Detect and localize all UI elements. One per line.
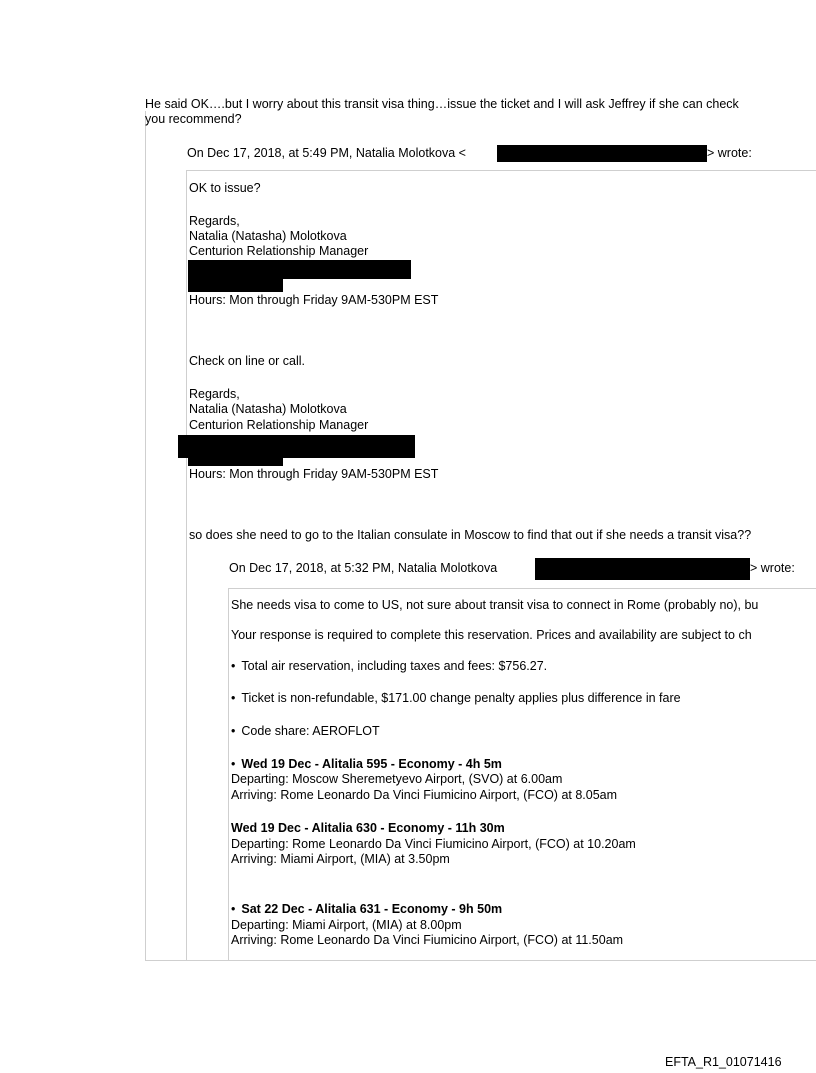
flight-2-title-text: Wed 19 Dec - Alitalia 630 - Economy - 11h 30m — [231, 821, 505, 835]
intro-line-1: He said OK….but I worry about this transit visa thing…issue the ticket and I will ask Jeffrey if she can check — [145, 97, 739, 111]
redacted-contact-1b — [188, 279, 283, 292]
intro-line-2: you recommend? — [145, 112, 242, 126]
bullet-total-text: Total air reservation, including taxes and fees: $756.27. — [241, 659, 548, 673]
quote2-left-border — [228, 588, 229, 960]
flight-3-arriving: Arriving: Rome Leonardo Da Vinci Fiumicino Airport, (FCO) at 11.50am — [231, 933, 624, 947]
quote1-left-border — [186, 170, 187, 960]
bullet-total — [231, 659, 547, 674]
redacted-contact-2a — [178, 435, 415, 458]
sig1-title: Centurion Relationship Manager — [189, 244, 369, 258]
check-online: Check on line or call. — [189, 354, 306, 368]
flight-3-departing: Departing: Miami Airport, (MIA) at 8.00pm — [231, 918, 462, 932]
sig1-regards: Regards, — [189, 214, 240, 228]
bullet-codeshare — [231, 724, 380, 739]
sig2-title: Centurion Relationship Manager — [189, 418, 369, 432]
bullet-ticket — [231, 691, 681, 706]
document-id: EFTA_R1_01071416 — [665, 1055, 782, 1069]
redacted-contact-1a — [188, 260, 411, 279]
flight-1-title — [231, 757, 502, 772]
visa-note: She needs visa to come to US, not sure about transit visa to connect in Rome (probably no), bu — [231, 598, 759, 612]
quote1-top-border — [186, 170, 816, 171]
quote2-header-suffix: > wrote: — [750, 561, 795, 575]
ok-to-issue: OK to issue? — [189, 181, 261, 195]
bullet-codeshare-text: Code share: AEROFLOT — [241, 724, 380, 738]
response-required: Your response is required to complete this reservation. Prices and availability are subject to ch — [231, 628, 752, 642]
flight-3-title — [231, 902, 502, 917]
quote1-header-suffix: > wrote: — [707, 146, 752, 160]
bullet-dot: • — [231, 691, 236, 705]
bullet-ticket-text: Ticket is non-refundable, $171.00 change penalty applies plus difference in fare — [241, 691, 681, 705]
sig2-hours: Hours: Mon through Friday 9AM-530PM EST — [189, 467, 439, 481]
sig1-hours: Hours: Mon through Friday 9AM-530PM EST — [189, 293, 439, 307]
flight-1-title-text: Wed 19 Dec - Alitalia 595 - Economy - 4h 5m — [241, 757, 502, 771]
flight-1-departing: Departing: Moscow Sheremetyevo Airport, (SVO) at 6.00am — [231, 772, 563, 786]
quote2-header-prefix: On Dec 17, 2018, at 5:32 PM, Natalia Molotkova — [229, 561, 498, 575]
flight-1-arriving: Arriving: Rome Leonardo Da Vinci Fiumicino Airport, (FCO) at 8.05am — [231, 788, 618, 802]
redacted-email-2 — [535, 558, 750, 580]
flight-2-title — [231, 821, 505, 836]
quote2-top-border — [228, 588, 816, 589]
transit-visa-question: so does she need to go to the Italian consulate in Moscow to find that out if she needs a transit visa?? — [189, 528, 752, 542]
quote1-header-prefix: On Dec 17, 2018, at 5:49 PM, Natalia Molotkova < — [187, 146, 466, 160]
redacted-email — [497, 145, 707, 162]
sig2-regards: Regards, — [189, 387, 240, 401]
sig2-name: Natalia (Natasha) Molotkova — [189, 402, 347, 416]
outer-quote-border — [145, 111, 146, 960]
bullet-dot: • — [231, 724, 236, 738]
flight-2-arriving: Arriving: Miami Airport, (MIA) at 3.50pm — [231, 852, 450, 866]
outer-quote-bottom-border — [145, 960, 816, 961]
bullet-dot: • — [231, 659, 236, 673]
redacted-contact-2b — [188, 458, 283, 466]
bullet-dot: • — [231, 757, 236, 771]
bullet-dot: • — [231, 902, 236, 916]
quote1-header — [187, 146, 466, 161]
sig1-name: Natalia (Natasha) Molotkova — [189, 229, 347, 243]
flight-2-departing: Departing: Rome Leonardo Da Vinci Fiumicino Airport, (FCO) at 10.20am — [231, 837, 636, 851]
flight-3-title-text: Sat 22 Dec - Alitalia 631 - Economy - 9h 50m — [241, 902, 503, 916]
